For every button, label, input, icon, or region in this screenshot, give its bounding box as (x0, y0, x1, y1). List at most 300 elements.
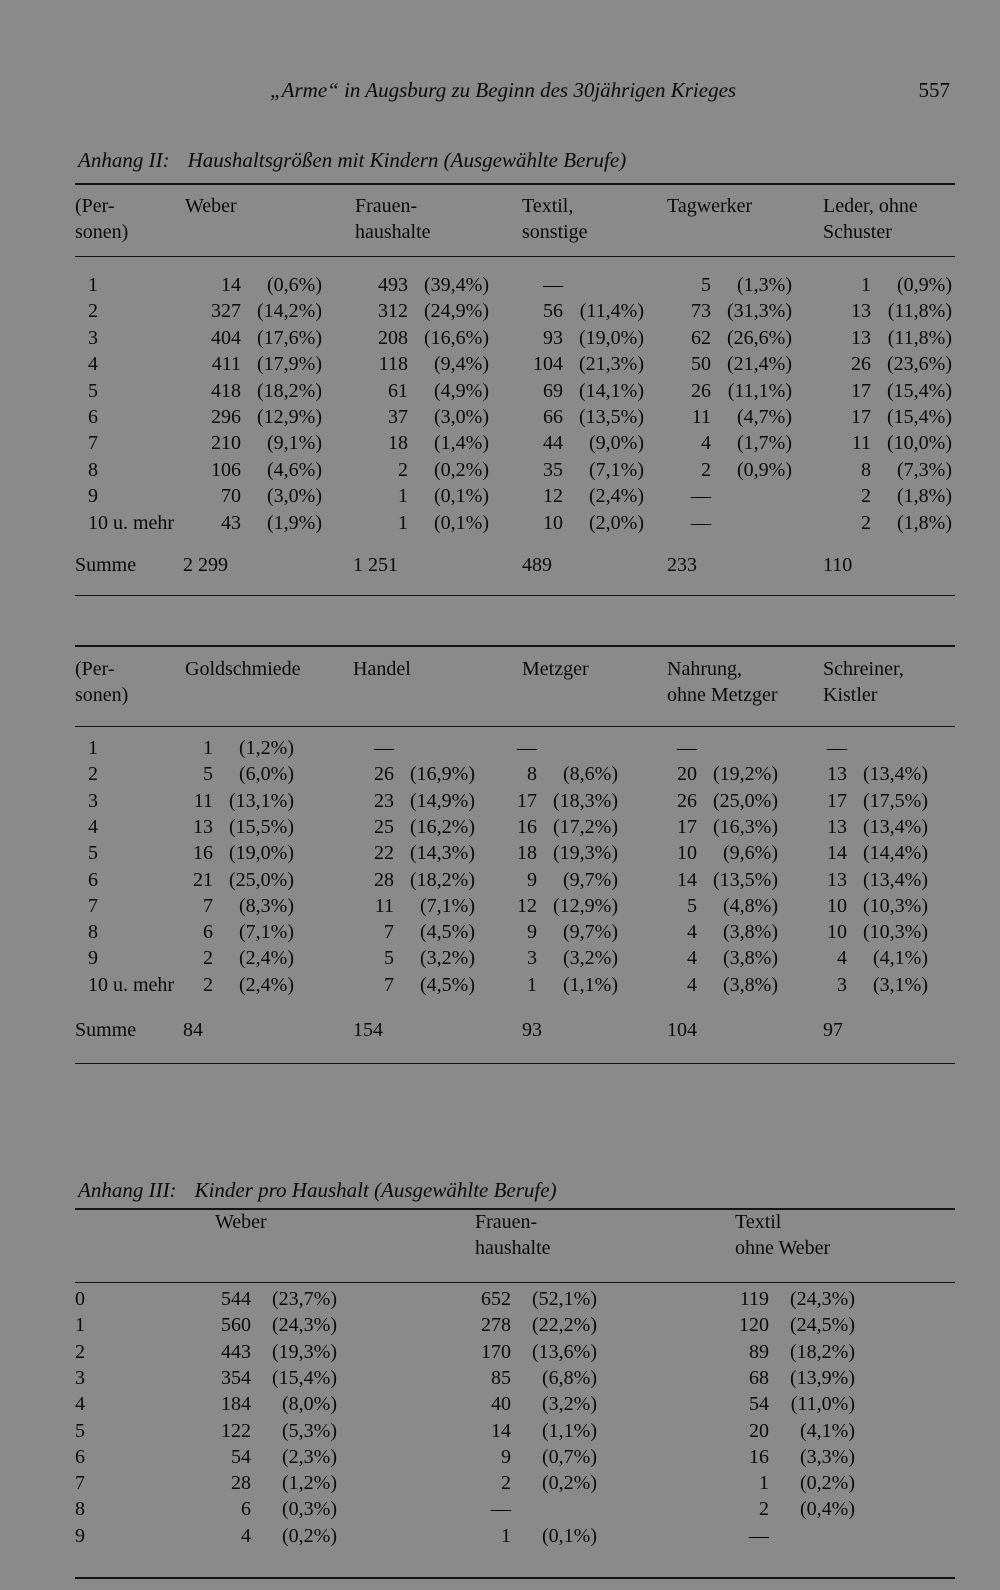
top-rule (75, 183, 955, 185)
cell-count: 2 (759, 1498, 769, 1521)
cell-count: 2 (203, 947, 213, 970)
table-cell (515, 325, 644, 351)
cell-percent: (39,4%) (424, 274, 489, 296)
cell-percent: (13,4%) (863, 763, 928, 786)
table-cell (179, 814, 294, 840)
table-cell (179, 919, 294, 945)
table-row (75, 457, 955, 483)
cell-percent: (16,9%) (410, 763, 475, 786)
cell-count: 296 (211, 406, 241, 428)
table-cell (731, 1339, 855, 1365)
cell-percent: (1,3%) (737, 274, 792, 296)
cell-count: 50 (691, 353, 711, 376)
table-cell (503, 919, 618, 945)
sum-value: 2 299 (183, 554, 228, 576)
row-label: 1 (88, 737, 98, 759)
table-cell (503, 735, 618, 761)
cell-percent: (13,5%) (713, 868, 778, 891)
table-cell (179, 761, 294, 787)
table-cell (663, 761, 778, 787)
column-header-line: haushalte (355, 221, 431, 243)
cell-count: 28 (374, 868, 394, 891)
column-header-line: Nahrung, (667, 658, 742, 680)
column-header (475, 1209, 551, 1261)
cell-percent: (0,1%) (434, 485, 489, 508)
table-cell (360, 325, 489, 351)
table-cell (823, 298, 952, 324)
cell-percent: (19,2%) (713, 763, 778, 786)
table-cell (360, 840, 475, 866)
cell-percent: (10,3%) (863, 894, 928, 917)
cell-count: 25 (374, 815, 394, 838)
row-label: 5 (88, 379, 98, 402)
table-cell (813, 867, 928, 893)
cell-count: 20 (749, 1419, 769, 1442)
cell-count: 16 (749, 1445, 769, 1468)
column-header-line: sonstige (522, 221, 588, 243)
cell-percent: (19,0%) (229, 842, 294, 865)
cell-count: — (677, 737, 697, 759)
header-rule (75, 256, 955, 257)
table-cell (663, 972, 778, 998)
table-cell (731, 1312, 855, 1338)
table-cell (515, 378, 644, 404)
column-header (75, 656, 128, 708)
cell-percent: (3,2%) (420, 947, 475, 970)
sum-value: 110 (823, 554, 853, 576)
cell-percent: (18,2%) (410, 868, 475, 891)
cell-percent: (11,8%) (887, 300, 952, 323)
cell-count: 14 (827, 842, 847, 865)
table-cell (663, 735, 778, 761)
cell-percent: (2,4%) (589, 485, 644, 508)
cell-count: 17 (851, 406, 871, 428)
cell-percent: (25,0%) (713, 789, 778, 812)
row-label: 7 (88, 894, 98, 917)
cell-percent: (23,7%) (272, 1288, 337, 1310)
table-cell (360, 404, 489, 430)
cell-percent: (19,0%) (579, 326, 644, 349)
cell-count: 5 (687, 894, 697, 917)
cell-count: 54 (231, 1445, 251, 1468)
cell-count: 14 (491, 1419, 511, 1442)
row-label: 1 (75, 1314, 85, 1337)
table-row (75, 1523, 955, 1549)
sum-value: 84 (183, 1019, 203, 1041)
cell-percent: (4,6%) (267, 458, 322, 481)
column-header-line: Weber (215, 1211, 267, 1233)
row-label: 10 u. mehr (88, 973, 175, 996)
cell-percent: (0,6%) (267, 274, 322, 296)
table-cell (823, 457, 952, 483)
table-cell (663, 483, 792, 509)
table-cell (813, 761, 928, 787)
cell-percent: (17,9%) (257, 353, 322, 376)
sum-value: 154 (353, 1019, 383, 1041)
sum-row (75, 552, 955, 578)
row-label: 9 (88, 947, 98, 970)
table-cell (179, 893, 294, 919)
cell-count: 184 (221, 1393, 251, 1416)
table-cell (503, 972, 618, 998)
cell-count: 13 (827, 763, 847, 786)
table-cell (473, 1444, 597, 1470)
table-cell (473, 1312, 597, 1338)
cell-percent: (8,6%) (563, 763, 618, 786)
column-header-line: Metzger (522, 658, 589, 680)
table-cell (515, 483, 644, 509)
cell-count: 9 (527, 868, 537, 891)
caption-text: Kinder pro Haushalt (Ausgewählte Berufe) (194, 1178, 557, 1202)
table-cell (813, 945, 928, 971)
cell-count: 4 (687, 973, 697, 996)
table-cell (360, 378, 489, 404)
cell-count: 26 (677, 789, 697, 812)
cell-percent: (5,3%) (282, 1419, 337, 1442)
table-cell (663, 298, 792, 324)
table-cell (360, 510, 489, 536)
table-cell (473, 1418, 597, 1444)
cell-percent: (9,1%) (267, 432, 322, 455)
cell-count: 1 (759, 1472, 769, 1495)
cell-percent: (14,2%) (257, 300, 322, 323)
table-cell (213, 1523, 337, 1549)
cell-percent: (1,7%) (737, 432, 792, 455)
cell-count: 43 (221, 511, 241, 534)
cell-percent: (3,3%) (800, 1445, 855, 1468)
cell-count: 13 (851, 300, 871, 323)
cell-percent: (21,4%) (727, 353, 792, 376)
cell-percent: (18,2%) (790, 1340, 855, 1363)
table-cell (193, 272, 322, 298)
cell-percent: (0,4%) (800, 1498, 855, 1521)
running-head (70, 78, 950, 108)
table-cell (179, 735, 294, 761)
table-row (75, 272, 955, 298)
cell-count: 62 (691, 326, 711, 349)
column-header (667, 193, 752, 219)
column-header (215, 1209, 267, 1235)
column-header-line: sonen) (75, 684, 129, 706)
table-cell (360, 972, 475, 998)
cell-count: 35 (543, 458, 563, 481)
cell-count: 1 (398, 485, 408, 508)
cell-count: 69 (543, 379, 563, 402)
cell-percent: (14,1%) (579, 379, 644, 402)
table-row (75, 840, 955, 866)
row-label: 10 u. mehr (88, 511, 175, 534)
table-cell (360, 272, 489, 298)
cell-count: 85 (491, 1366, 511, 1389)
bottom-rule (75, 595, 955, 596)
table-cell (473, 1391, 597, 1417)
cell-count: 11 (851, 432, 871, 455)
table-caption-anhang-3 (78, 1178, 557, 1203)
table-cell (179, 972, 294, 998)
cell-count: 11 (193, 789, 213, 812)
table-cell (823, 272, 952, 298)
cell-count: 2 (861, 485, 871, 508)
cell-percent: (0,2%) (282, 1524, 337, 1547)
cell-count: 10 (677, 842, 697, 865)
cell-percent: (26,6%) (727, 326, 792, 349)
cell-percent: (3,2%) (542, 1393, 597, 1416)
cell-count: 68 (749, 1366, 769, 1389)
cell-count: 10 (827, 921, 847, 944)
table-row (75, 1312, 955, 1338)
cell-percent: (2,4%) (239, 947, 294, 970)
table-cell (360, 351, 489, 377)
cell-percent: (19,3%) (553, 842, 618, 865)
cell-percent: (1,1%) (563, 973, 618, 996)
table-cell (193, 378, 322, 404)
table-cell (360, 814, 475, 840)
cell-percent: (24,3%) (272, 1314, 337, 1337)
cell-count: 61 (388, 379, 408, 402)
cell-percent: (0,2%) (434, 458, 489, 481)
cell-percent: (21,3%) (579, 353, 644, 376)
cell-count: 2 (398, 458, 408, 481)
table-cell (731, 1470, 855, 1496)
cell-count: 2 (701, 458, 711, 481)
cell-count: — (543, 274, 563, 296)
table-cell (663, 404, 792, 430)
table-cell (473, 1470, 597, 1496)
table-cell (193, 351, 322, 377)
cell-count: 14 (221, 274, 241, 296)
table-row (75, 1444, 955, 1470)
cell-count: 7 (384, 921, 394, 944)
cell-percent: (17,6%) (257, 326, 322, 349)
cell-count: 54 (749, 1393, 769, 1416)
cell-count: 544 (221, 1288, 251, 1310)
table-cell (213, 1470, 337, 1496)
cell-count: 8 (527, 763, 537, 786)
cell-count: 560 (221, 1314, 251, 1337)
column-header-line: haushalte (475, 1237, 551, 1259)
row-label: 1 (88, 274, 98, 296)
table-cell (360, 298, 489, 324)
cell-percent: (1,1%) (542, 1419, 597, 1442)
table-caption-anhang-2 (78, 148, 626, 173)
table-cell (213, 1496, 337, 1522)
table-cell (473, 1496, 597, 1522)
row-label: 6 (75, 1445, 85, 1468)
table-cell (731, 1365, 855, 1391)
column-header-line: Frauen- (355, 195, 418, 217)
table-row (75, 1418, 955, 1444)
row-label: 2 (75, 1340, 85, 1363)
sum-value: 104 (667, 1019, 697, 1041)
column-header-line: Weber (185, 195, 237, 217)
column-header (522, 656, 589, 682)
cell-percent: (0,7%) (542, 1445, 597, 1468)
table-cell (731, 1418, 855, 1444)
row-label: 8 (88, 458, 98, 481)
row-label: 8 (75, 1498, 85, 1521)
cell-percent: (18,2%) (257, 379, 322, 402)
cell-count: 70 (221, 485, 241, 508)
cell-count: 16 (193, 842, 213, 865)
column-header-line: Textil, (522, 195, 574, 217)
table-cell (360, 483, 489, 509)
table-cell (823, 483, 952, 509)
cell-count: 2 (501, 1472, 511, 1495)
column-header (823, 193, 918, 245)
cell-count: 10 (543, 511, 563, 534)
cell-count: 18 (388, 432, 408, 455)
column-header-line: ohne Weber (735, 1237, 831, 1259)
cell-percent: (14,4%) (863, 842, 928, 865)
cell-count: — (827, 737, 847, 759)
cell-percent: (2,3%) (282, 1445, 337, 1468)
cell-percent: (4,8%) (723, 894, 778, 917)
table-row (75, 404, 955, 430)
cell-count: 40 (491, 1393, 511, 1416)
table-cell (515, 272, 644, 298)
table-cell (731, 1523, 855, 1549)
cell-count: 6 (241, 1498, 251, 1521)
cell-percent: (12,9%) (553, 894, 618, 917)
table-row (75, 761, 955, 787)
cell-count: 1 (861, 274, 871, 296)
cell-count: 120 (739, 1314, 769, 1337)
cell-percent: (3,8%) (723, 921, 778, 944)
table-cell (663, 945, 778, 971)
bottom-rule (75, 1063, 955, 1064)
cell-count: 13 (827, 868, 847, 891)
cell-percent: (10,3%) (863, 921, 928, 944)
column-header (75, 193, 128, 245)
cell-count: 418 (211, 379, 241, 402)
cell-percent: (9,7%) (563, 868, 618, 891)
table-cell (515, 404, 644, 430)
table-cell (193, 325, 322, 351)
cell-percent: (15,4%) (887, 379, 952, 402)
table-row (75, 483, 955, 509)
cell-percent: (13,6%) (532, 1340, 597, 1363)
table-cell (213, 1444, 337, 1470)
table-row (75, 351, 955, 377)
cell-percent: (2,4%) (239, 973, 294, 996)
cell-count: 21 (193, 868, 213, 891)
table-cell (360, 788, 475, 814)
column-header-line: Schuster (823, 221, 892, 243)
cell-count: — (691, 485, 711, 508)
cell-count: 5 (701, 274, 711, 296)
cell-count: 22 (374, 842, 394, 865)
cell-percent: (8,0%) (282, 1393, 337, 1416)
table-cell (179, 840, 294, 866)
table-cell (360, 893, 475, 919)
cell-percent: (4,7%) (737, 406, 792, 428)
cell-count: 411 (211, 353, 241, 376)
cell-percent: (11,0%) (790, 1393, 855, 1416)
cell-count: 28 (231, 1472, 251, 1495)
table-cell (179, 945, 294, 971)
cell-count: — (749, 1524, 769, 1547)
sum-label: Summe (75, 554, 137, 576)
table-cell (663, 510, 792, 536)
table-row (75, 430, 955, 456)
cell-percent: (1,4%) (434, 432, 489, 455)
cell-percent: (4,1%) (873, 947, 928, 970)
row-label: 9 (75, 1524, 85, 1547)
cell-count: 5 (384, 947, 394, 970)
header-rule (75, 1282, 955, 1283)
column-header (823, 656, 904, 708)
cell-percent: (0,3%) (282, 1498, 337, 1521)
cell-count: 5 (203, 763, 213, 786)
cell-percent: (4,9%) (434, 379, 489, 402)
column-header-line: ohne Metzger (667, 684, 778, 706)
column-header-line: Frauen- (475, 1211, 538, 1233)
cell-count: 12 (543, 485, 563, 508)
cell-count: 26 (851, 353, 871, 376)
table-cell (663, 457, 792, 483)
cell-count: 73 (691, 300, 711, 323)
table-cell (503, 788, 618, 814)
cell-count: 26 (374, 763, 394, 786)
cell-count: 20 (677, 763, 697, 786)
table-cell (515, 510, 644, 536)
cell-count: 37 (388, 406, 408, 428)
cell-count: 3 (527, 947, 537, 970)
cell-count: 56 (543, 300, 563, 323)
cell-count: 44 (543, 432, 563, 455)
table-cell (193, 483, 322, 509)
cell-percent: (18,3%) (553, 789, 618, 812)
cell-percent: (3,0%) (434, 406, 489, 428)
cell-percent: (16,3%) (713, 815, 778, 838)
cell-count: 66 (543, 406, 563, 428)
cell-percent: (19,3%) (272, 1340, 337, 1363)
cell-percent: (0,9%) (737, 458, 792, 481)
row-label: 5 (75, 1419, 85, 1442)
table-cell (823, 378, 952, 404)
table-cell (813, 893, 928, 919)
table-cell (193, 430, 322, 456)
cell-count: 13 (193, 815, 213, 838)
cell-percent: (9,7%) (563, 921, 618, 944)
cell-count: 14 (677, 868, 697, 891)
table-cell (731, 1444, 855, 1470)
cell-percent: (15,5%) (229, 815, 294, 838)
cell-percent: (3,1%) (873, 973, 928, 996)
table-cell (813, 919, 928, 945)
cell-count: 1 (501, 1524, 511, 1547)
table-row (75, 893, 955, 919)
table-row (75, 1470, 955, 1496)
cell-percent: (22,2%) (532, 1314, 597, 1337)
cell-count: 122 (221, 1419, 251, 1442)
table-cell (663, 867, 778, 893)
bottom-rule (75, 1577, 955, 1579)
row-label: 4 (75, 1393, 85, 1416)
table-cell (213, 1391, 337, 1417)
cell-percent: (12,9%) (257, 406, 322, 428)
cell-percent: (11,1%) (727, 379, 792, 402)
cell-count: 106 (211, 458, 241, 481)
cell-percent: (15,4%) (272, 1366, 337, 1389)
table-row (75, 814, 955, 840)
cell-count: — (491, 1498, 511, 1521)
cell-percent: (0,9%) (897, 274, 952, 296)
table-cell (731, 1391, 855, 1417)
table-row (75, 325, 955, 351)
cell-percent: (4,1%) (800, 1419, 855, 1442)
row-label: 3 (75, 1366, 85, 1389)
